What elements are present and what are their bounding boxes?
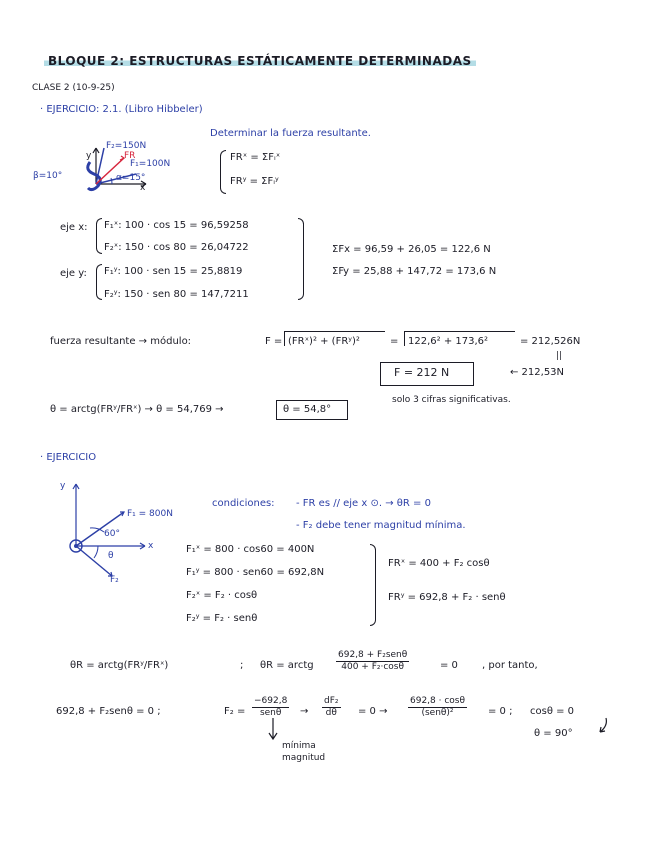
fraction-numerator: 692,8 + F₂senθ xyxy=(338,650,408,660)
boxed-theta: θ = 54,8° xyxy=(283,404,332,415)
theta-r-definition: θR = arctg(FRʸ/FRˣ) xyxy=(70,660,169,671)
sum-x-definition: FRˣ = ΣFᵢˣ xyxy=(230,152,281,163)
fraction-numerator: dF₂ xyxy=(324,696,339,706)
fraction-numerator: 692,8 · cosθ xyxy=(410,696,465,706)
check-arrow-icon xyxy=(592,716,612,736)
fraction-denominator: dθ xyxy=(325,708,337,718)
fr-label: FR xyxy=(124,151,136,161)
sum-y-definition: FRʸ = ΣFᵢʸ xyxy=(230,176,279,187)
f2-equals: F₂ = xyxy=(224,706,246,717)
brace xyxy=(220,150,226,194)
y-axis-label: y xyxy=(86,151,92,161)
condition-2: - F₂ debe tener magnitud mínima. xyxy=(296,520,466,531)
f2x-equation: F₂ˣ: 150 · cos 80 = 26,04722 xyxy=(104,242,249,253)
fraction-denominator: (senθ)² xyxy=(421,708,454,718)
exercise-1-task: Determinar la fuerza resultante. xyxy=(210,128,371,139)
equals-zero: = 0 xyxy=(440,660,458,671)
significant-figures-note: solo 3 cifras significativas. xyxy=(392,395,511,405)
f2-label: F₂ xyxy=(110,575,119,585)
axis-x-label: eje x: xyxy=(60,222,88,233)
page-title: BLOQUE 2: ESTRUCTURAS ESTÁTICAMENTE DETERMINADAS xyxy=(44,55,476,67)
f2-label: F₂=150N xyxy=(106,141,147,151)
sum-fy: ΣFy = 25,88 + 147,72 = 173,6 N xyxy=(332,266,497,277)
axis-y-label: eje y: xyxy=(60,268,87,279)
f2x-equation: F₂ˣ = F₂ · cosθ xyxy=(186,590,258,601)
fraction-denominator: senθ xyxy=(259,708,282,718)
equals-zero-semicolon: = 0 ; xyxy=(488,706,513,717)
condition-1: - FR es // eje x ⊙. → θR = 0 xyxy=(296,498,431,509)
f1-label: F₁ = 800N xyxy=(127,509,173,519)
f2-fraction xyxy=(252,696,289,719)
equals-sign: = xyxy=(390,336,399,347)
fraction-denominator: 400 + F₂·cosθ xyxy=(341,662,404,672)
exercise-2-heading: · EJERCICIO xyxy=(40,452,97,463)
semicolon: ; xyxy=(240,660,244,671)
f1y-equation: F₁ʸ: 100 · sen 15 = 25,8819 xyxy=(104,266,243,277)
approx-mark: || xyxy=(556,351,563,361)
alpha-label: α=15° xyxy=(116,173,146,183)
equals-zero-arrow: = 0 → xyxy=(358,706,388,717)
brace xyxy=(96,218,102,254)
angle-label: 60° xyxy=(104,529,120,539)
sum-fx: ΣFx = 96,59 + 26,05 = 122,6 N xyxy=(332,244,491,255)
theta-label: θ xyxy=(108,551,114,561)
theta-equation: θ = arctg(FRʸ/FRˣ) → θ = 54,769 → xyxy=(50,404,224,415)
class-date: CLASE 2 (10-9-25) xyxy=(32,83,115,93)
frx-sum: FRˣ = 400 + F₂ cosθ xyxy=(388,558,490,569)
exercise-1-heading: · EJERCICIO: 2.1. (Libro Hibbeler) xyxy=(40,104,203,115)
cos-zero: cosθ = 0 xyxy=(530,706,575,717)
fry-sum: FRʸ = 692,8 + F₂ · senθ xyxy=(388,592,506,603)
derivative-fraction xyxy=(322,696,341,719)
f1-label: F₁=100N xyxy=(130,159,171,169)
resultant-label: fuerza resultante → módulo: xyxy=(50,336,192,347)
f-equals: F = xyxy=(265,336,283,347)
brace xyxy=(298,218,304,300)
precise-result: ← 212,53N xyxy=(510,367,565,378)
beta-label: β=10° xyxy=(33,171,63,181)
minimum-note: mínima xyxy=(282,741,316,751)
y-axis-label: y xyxy=(60,481,66,491)
f2y-equation: F₂ʸ = F₂ · senθ xyxy=(186,613,258,624)
f2y-equation: F₂ʸ: 150 · sen 80 = 147,7211 xyxy=(104,289,249,300)
x-axis-label: x xyxy=(140,183,146,193)
down-arrow-icon xyxy=(268,718,278,742)
f1x-equation: F₁ˣ = 800 · cos60 = 400N xyxy=(186,544,315,555)
f1y-equation: F₁ʸ = 800 · sen60 = 692,8N xyxy=(186,567,325,578)
sqrt-numeric: 122,6² + 173,6² xyxy=(408,336,489,347)
brace xyxy=(96,264,102,300)
f1x-equation: F₁ˣ: 100 · cos 15 = 96,59258 xyxy=(104,220,249,231)
therefore: , por tanto, xyxy=(482,660,538,671)
boxed-result: F = 212 N xyxy=(394,366,450,379)
magnitude-note: magnitud xyxy=(282,753,326,763)
equation-a: 692,8 + F₂senθ = 0 ; xyxy=(56,706,161,717)
derivative-result-fraction xyxy=(408,696,467,719)
fraction-numerator: −692,8 xyxy=(254,696,288,706)
resultant-value: = 212,526N xyxy=(520,336,581,347)
theta-90: θ = 90° xyxy=(534,728,573,739)
theta-r-fraction xyxy=(336,650,409,673)
brace xyxy=(370,544,376,626)
theta-r-arctg: θR = arctg xyxy=(260,660,314,671)
sqrt-expression: (FRˣ)² + (FRʸ)² xyxy=(288,336,360,347)
x-axis-label: x xyxy=(148,541,154,551)
conditions-label: condiciones: xyxy=(212,498,275,509)
implies-arrow: → xyxy=(300,706,309,717)
